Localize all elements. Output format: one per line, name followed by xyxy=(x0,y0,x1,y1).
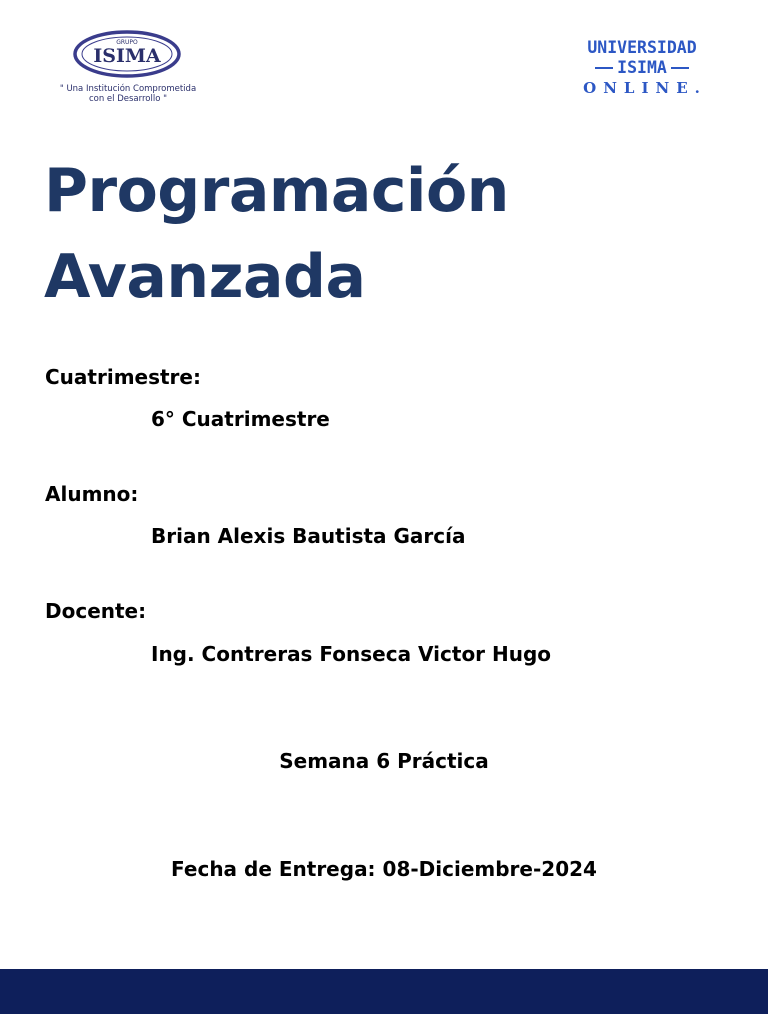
document-title xyxy=(44,148,724,320)
footer-bar xyxy=(0,969,768,1014)
isima-logo-emblem xyxy=(48,28,208,84)
isima-logo-name: ISIMA xyxy=(93,45,161,67)
isima-tagline-line1: " Una Institución Comprometida xyxy=(59,84,197,94)
document-title-line1: Programación xyxy=(44,156,509,226)
alumno-value: Brian Alexis Bautista García xyxy=(151,524,466,548)
alumno-label: Alumno: xyxy=(45,482,139,506)
uni-logo-dash-right xyxy=(671,67,689,69)
uni-logo-dash-left xyxy=(595,67,613,69)
isima-tagline xyxy=(48,84,208,104)
docente-value: Ing. Contreras Fonseca Victor Hugo xyxy=(151,642,552,666)
uni-logo-line2 xyxy=(568,58,716,78)
isima-logo xyxy=(48,28,208,108)
uni-logo-isima-text: ISIMA xyxy=(617,58,667,77)
cuatrimestre-value: 6° Cuatrimestre xyxy=(151,407,330,431)
docente-label: Docente: xyxy=(45,599,147,623)
universidad-isima-online-logo xyxy=(568,38,716,102)
fecha-entrega: Fecha de Entrega: 08-Diciembre-2024 xyxy=(171,857,597,881)
isima-tagline-line2: con el Desarrollo " xyxy=(88,94,168,104)
semana-practica: Semana 6 Práctica xyxy=(279,749,489,773)
uni-logo-line1: UNIVERSIDAD xyxy=(587,38,697,57)
isima-logo-grupo-text: GRUPO xyxy=(116,39,138,46)
uni-logo-line3: ONLINE. xyxy=(583,79,707,97)
document-title-line2: Avanzada xyxy=(44,242,366,312)
cuatrimestre-label: Cuatrimestre: xyxy=(45,365,201,389)
